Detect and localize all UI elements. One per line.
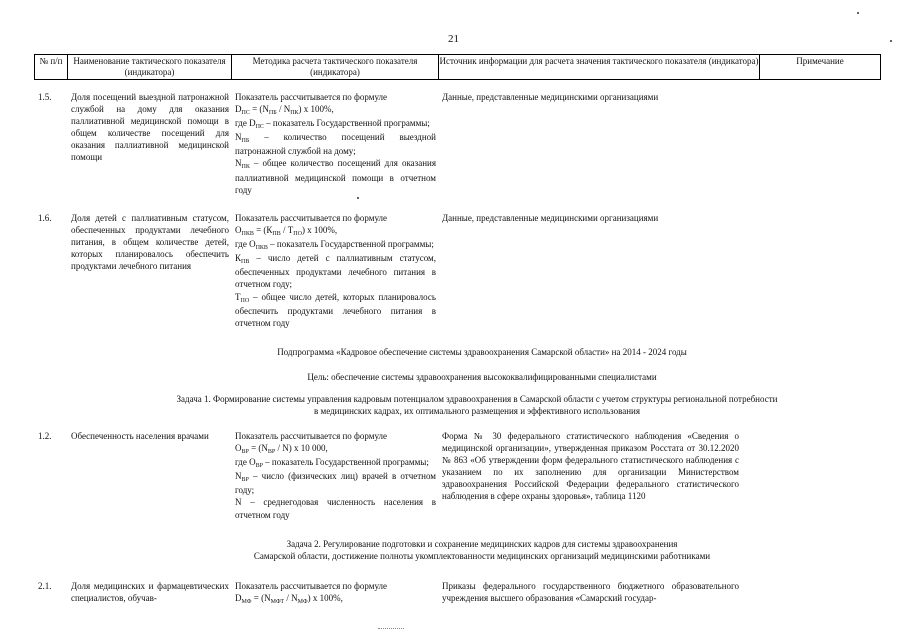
scan-dot [857,12,859,14]
formula: $О_{ВР} = (N_{ВР} / N)$ х 10 000, [235,443,328,456]
scan-dot [890,40,892,42]
row-number: 2.1. [38,581,52,591]
method-line: где $D_{ПС}$ – показатель Государственной программы; [235,118,430,131]
method-line: Показатель рассчитывается по формуле [235,92,388,102]
task2-line: Задача 2. Регулирование подготовки и сохранение медицинских кадров для системы здравоохранения [286,539,678,549]
header-divider [880,55,881,79]
method-line: где $О_{ПКВ}$ – показатель Государственной программы; [235,239,434,252]
method-line: $N_{ПБ}$ – количество посещений выездной патронажной службой на дому; [235,132,436,157]
calc-method [235,91,436,196]
row-number: 1.6. [38,213,52,223]
method-line: $N_{ПК}$ – общее количество посещений для оказания паллиативной медицинской помощи в отчетном году [235,158,436,195]
info-source: Приказы федерального государственного бюджетного образовательного учреждения высшего образования «Самарский государ- [442,581,739,604]
formula: $О_{ПКВ} = (К_{ПВ} / Т_{ПО})$ х 100%, [235,225,338,238]
method-line: $К_{ПВ}$ – число детей с паллиативным статусом, обеспеченных продуктами лечебного питания в отчетном году; [235,253,436,290]
header-col-method: Методика расчета тактического показателя (индикатора) [252,56,418,77]
formula: $D_{ПС} = (N_{ПБ} / N_{ПК})$ х 100%, [235,104,334,117]
scan-dot [357,197,359,199]
indicator-name: Доля детей с паллиативным статусом, обеспеченных продуктами лечебного питания, в общем количестве детей, которых планировалось обеспечить продуктами лечебного питания [71,213,229,272]
task1-line: Задача 1. Формирование системы управления кадровым потенциалом здравоохранения в Самарской области с учетом структуры региональной потребности [176,394,778,404]
task2-line: Самарской области, достижение полноты укомплектованности медицинских организаций медицинскими работниками [253,551,711,562]
page-number: 21 [448,33,459,45]
info-source: Форма № 30 федерального статистического наблюдения «Сведения о медицинской организации», утвержденная приказом Росстата от 30.12.2020 № 863 «Об утверждении форм федерального статистического наблюдения с указанием по их заполнению для организации Министерством здравоохранения Российской Федерации федерального статистического наблюдения в сфере охраны здоровья», таблица 1120 [442,431,739,502]
header-col-note: Примечание [796,56,844,66]
indicator-name: Обеспеченность населения врачами [71,431,209,441]
method-line: $N_{ВР}$ – число (физических лиц) врачей в отчетном году; [235,471,436,496]
header-col-source: Источник информации для расчета значения тактического показателя (индикатора) [439,56,759,66]
method-line: N – среднегодовая численность населения в отчетном году [235,497,436,520]
method-line: Показатель рассчитывается по формуле [235,581,388,591]
info-source: Данные, представленные медицинскими организациями [442,92,659,102]
method-line: Показатель рассчитывается по формуле [235,431,388,441]
header-col-num: № п/п [39,56,63,66]
task2-title [150,538,814,562]
header-col-name: Наименование тактического показателя (индикатора) [73,56,226,77]
task1-line: в медицинских кадрах, их оптимального размещения и эффективного использования [314,406,640,417]
calc-method [235,212,436,329]
row-number: 1.5. [38,92,52,102]
indicator-name: Доля медицинских и фармацевтических специалистов, обучав- [71,581,229,604]
task1-title [60,393,894,417]
scan-mark [378,628,404,633]
method-line: где $О_{ВР}$ – показатель Государственной программы; [235,457,429,470]
info-source: Данные, представленные медицинскими организациями [442,213,659,223]
calc-method [235,580,436,606]
indicator-name: Доля посещений выездной патронажной службой на дому для оказания паллиативной медицинской помощи в общем количестве посещений для оказания паллиативной медицинской помощи [71,92,229,163]
goal-title: Цель: обеспечение системы здравоохранения высококвалифицированными специалистами [307,372,657,382]
method-line: $Т_{ПО}$ – общее число детей, которых планировалось обеспечить продуктами лечебного питания в отчетном году [235,291,436,328]
calc-method [235,430,436,521]
row-number: 1.2. [38,431,52,441]
formula: $D_{МФ} = (N_{МФТ} / N_{МФ})$ х 100%, [235,593,343,606]
subprogram-title: Подпрограмма «Кадровое обеспечение системы здравоохранения Самарской области» на 2014 - 2024 годы [277,347,687,357]
method-line: Показатель рассчитывается по формуле [235,213,388,223]
table-header [34,54,881,80]
